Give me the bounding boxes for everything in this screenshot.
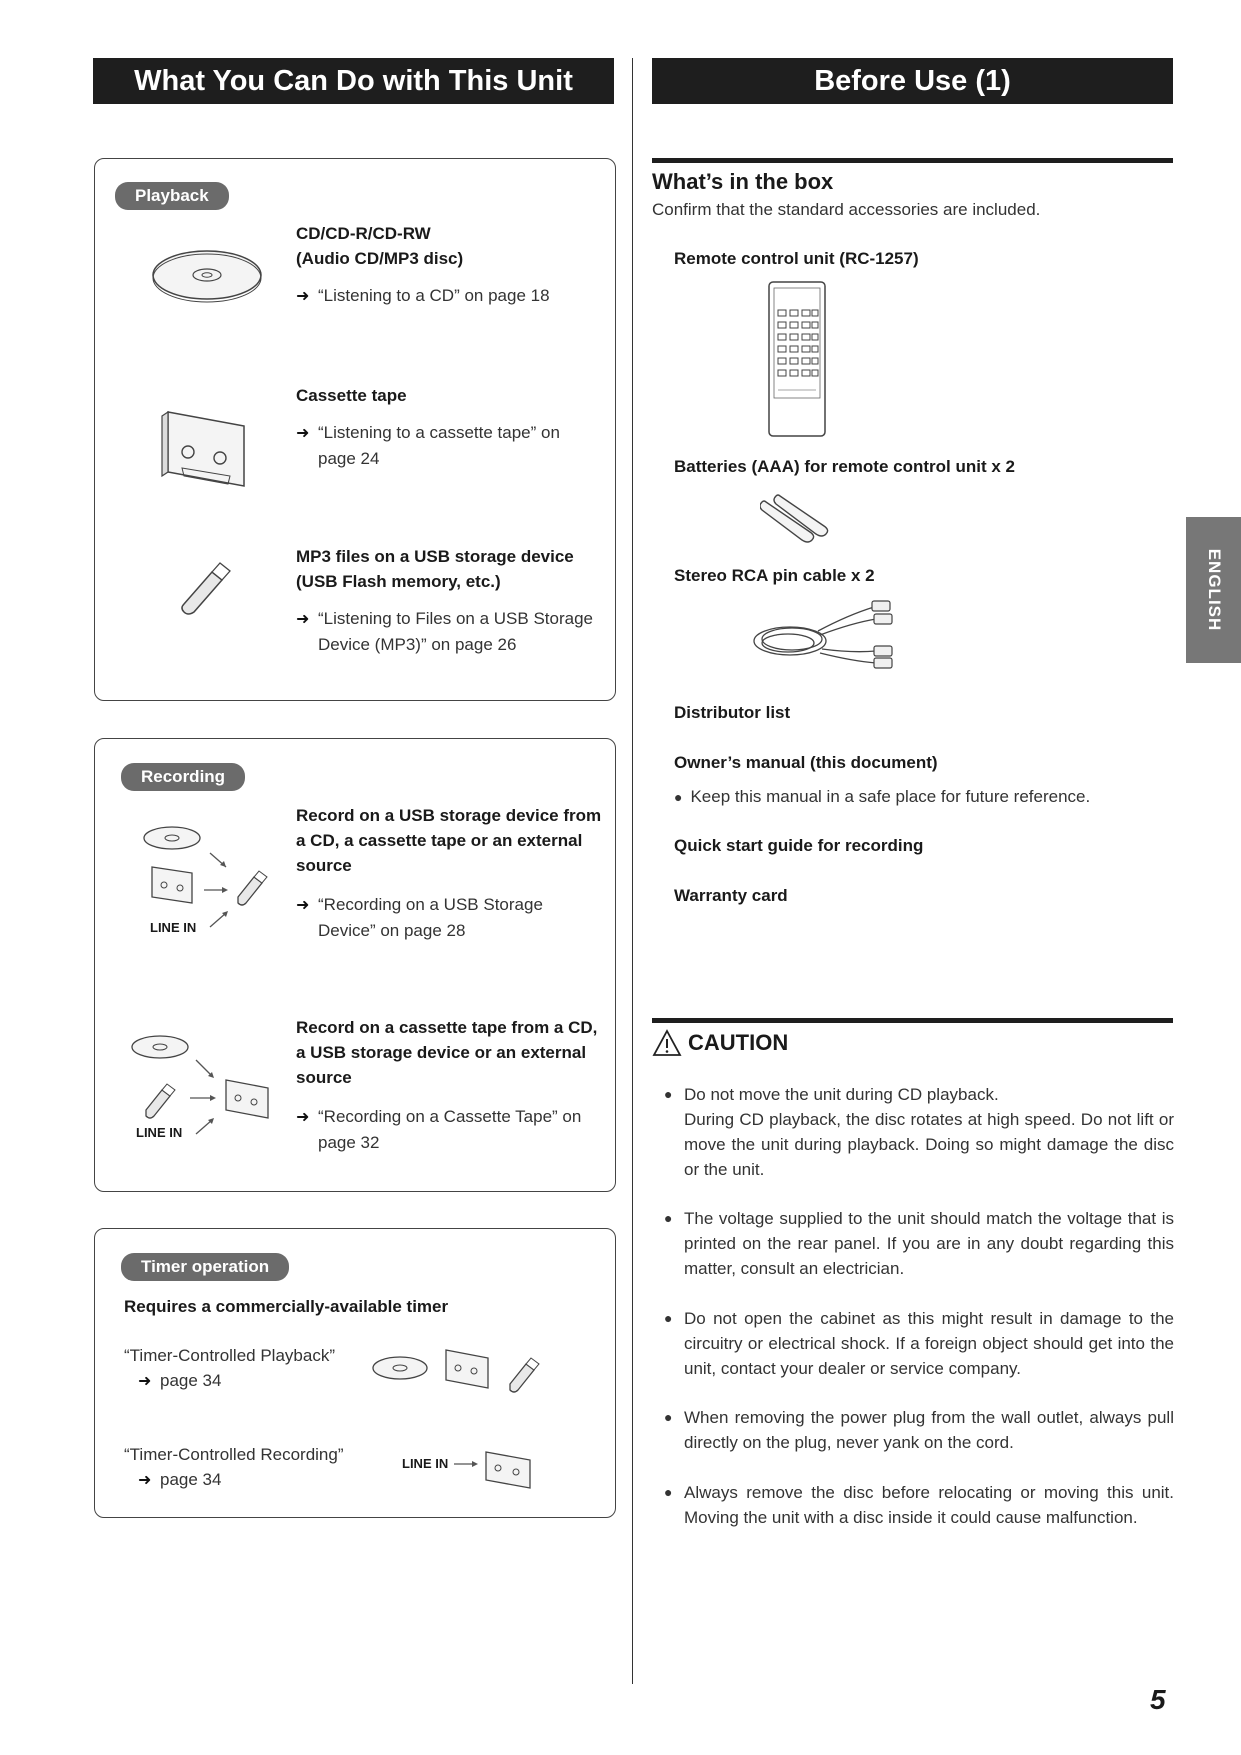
item-distributor-list: Distributor list xyxy=(674,703,791,722)
recording-item-cassette xyxy=(296,1015,616,1155)
usb-flash-drive-icon xyxy=(146,1084,175,1118)
right-header-text: Before Use (1) xyxy=(814,64,1011,97)
language-tab-label: ENGLISH xyxy=(1204,548,1224,632)
right-page-header xyxy=(652,58,1173,104)
arrow-right-icon: ➜ xyxy=(296,1109,310,1126)
bullet-dot-icon: ● xyxy=(664,1310,673,1326)
timer-requirement: Requires a commercially-available timer xyxy=(124,1297,449,1316)
timer-recording-label: “Timer-Controlled Recording” xyxy=(124,1445,344,1464)
whats-in-the-box-intro: Confirm that the standard accessories are included. xyxy=(652,200,1041,219)
usb-title-line2: (USB Flash memory, etc.) xyxy=(296,572,501,591)
manual-note xyxy=(674,784,1090,810)
cassette-page-ref-line1: “Listening to a cassette tape” on xyxy=(318,423,560,442)
bullet-dot-icon: ● xyxy=(664,1210,673,1226)
item-remote-control: Remote control unit (RC-1257) xyxy=(674,249,919,268)
aaa-batteries-icon xyxy=(760,492,832,544)
caution-bullet-3-text: Do not open the cabinet as this might result in damage to the circuitry or electrical shock. If a foreign object should get into the unit, contact your dealer or service company. xyxy=(684,1309,1174,1378)
cassette-tape-icon xyxy=(226,1080,268,1118)
rec-usb-page-ref-line2: Device” on page 28 xyxy=(318,921,466,940)
caution-bullet-1-text: Do not move the unit during CD playback. xyxy=(684,1085,999,1104)
usb-title-line1: MP3 files on a USB storage device xyxy=(296,547,574,566)
timer-playback-sources-diagram xyxy=(370,1346,550,1394)
bullet-dot-icon: ● xyxy=(664,1086,673,1102)
language-tab xyxy=(1186,517,1241,663)
caution-section xyxy=(652,1018,1173,1057)
timer-tag: Timer operation xyxy=(121,1253,289,1281)
caution-bullet-4 xyxy=(664,1405,1174,1455)
manual-note-text: Keep this manual in a safe place for future reference. xyxy=(690,787,1091,806)
cd-page-ref: “Listening to a CD” on page 18 xyxy=(318,286,550,305)
caution-title: CAUTION xyxy=(688,1030,789,1055)
rec-cassette-page-ref-line1: “Recording on a Cassette Tape” on xyxy=(318,1107,582,1126)
item-owners-manual: Owner’s manual (this document) xyxy=(674,753,938,772)
timer-recording-item xyxy=(124,1442,364,1493)
timer-playback-label: “Timer-Controlled Playback” xyxy=(124,1346,335,1365)
timer-recording-page: page 34 xyxy=(160,1470,222,1489)
caution-bullet-1-detail: During CD playback, the disc rotates at high speed. Do not lift or move the unit during playback. Doing so might damage the disc or the unit. xyxy=(684,1110,1174,1179)
caution-bullet-3 xyxy=(664,1306,1174,1381)
item-warranty-card: Warranty card xyxy=(674,886,788,905)
caution-bullet-5 xyxy=(664,1480,1174,1530)
playback-item-cassette xyxy=(296,383,606,471)
arrow-right-icon: ➜ xyxy=(138,1472,152,1489)
line-in-label: LINE IN xyxy=(150,920,197,935)
line-in-label: LINE IN xyxy=(136,1125,183,1140)
column-divider xyxy=(632,58,633,1684)
rec-cassette-title-line2: a USB storage device or an external xyxy=(296,1043,587,1062)
cassette-tape-icon xyxy=(158,408,250,490)
cd-title-line1: CD/CD-R/CD-RW xyxy=(296,224,431,243)
cassette-tape-icon xyxy=(152,867,192,903)
rec-usb-title-line3: source xyxy=(296,856,352,875)
usb-page-ref-line2: Device (MP3)” on page 26 xyxy=(318,635,517,654)
item-batteries: Batteries (AAA) for remote control unit x 2 xyxy=(674,457,1015,476)
left-page-header xyxy=(93,58,614,104)
remote-control-icon xyxy=(766,280,830,440)
rec-usb-title-line2: a CD, a cassette tape or an external xyxy=(296,831,583,850)
bullet-dot-icon: ● xyxy=(664,1484,673,1500)
recording-item-usb xyxy=(296,803,616,943)
arrow-right-icon: ➜ xyxy=(296,288,310,305)
warning-triangle-icon xyxy=(652,1029,682,1057)
recording-tag: Recording xyxy=(121,763,245,791)
usb-flash-drive-icon xyxy=(178,558,234,616)
cd-disc-icon xyxy=(132,1036,188,1058)
playback-item-cd xyxy=(296,221,606,309)
cd-disc-icon xyxy=(150,245,265,305)
caution-bullet-2-text: The voltage supplied to the unit should match the voltage that is printed on the rear panel. If you are in any doubt regarding this matter, consult an electrician. xyxy=(684,1209,1174,1278)
page-number: 5 xyxy=(1150,1684,1166,1715)
cassette-page-ref-line2: page 24 xyxy=(318,449,380,468)
bullet-dot-icon: ● xyxy=(674,789,683,805)
rec-cassette-title-line3: source xyxy=(296,1068,352,1087)
left-header-text: What You Can Do with This Unit xyxy=(134,64,573,97)
cassette-title: Cassette tape xyxy=(296,386,407,405)
rec-cassette-title-line1: Record on a cassette tape from a CD, xyxy=(296,1018,598,1037)
caution-bullet-4-text: When removing the power plug from the wall outlet, always pull directly on the plug, never yank on the cord. xyxy=(684,1408,1174,1452)
whats-in-the-box-section xyxy=(652,158,1173,222)
rec-cassette-page-ref-line2: page 32 xyxy=(318,1133,380,1152)
cd-title-line2: (Audio CD/MP3 disc) xyxy=(296,249,464,268)
usb-flash-drive-icon xyxy=(238,871,267,905)
caution-bullet-1 xyxy=(664,1082,1174,1182)
timer-playback-page: page 34 xyxy=(160,1371,222,1390)
cassette-tape-icon xyxy=(486,1452,530,1488)
caution-bullet-5-text: Always remove the disc before relocating or moving this unit. Moving the unit with a disc inside it could cause malfunction. xyxy=(684,1483,1174,1527)
rec-usb-page-ref-line1: “Recording on a USB Storage xyxy=(318,895,543,914)
bullet-dot-icon: ● xyxy=(664,1409,673,1425)
item-quick-start-guide: Quick start guide for recording xyxy=(674,836,924,855)
playback-tag: Playback xyxy=(115,182,229,210)
caution-bullet-2 xyxy=(664,1206,1174,1281)
arrow-right-icon: ➜ xyxy=(138,1373,152,1390)
rec-usb-title-line1: Record on a USB storage device from xyxy=(296,806,602,825)
cd-disc-icon xyxy=(144,827,200,849)
cassette-tape-icon xyxy=(446,1350,488,1388)
item-rca-cable: Stereo RCA pin cable x 2 xyxy=(674,566,875,585)
cd-disc-icon xyxy=(373,1357,427,1379)
arrow-right-icon: ➜ xyxy=(296,897,310,914)
usb-page-ref-line1: “Listening to Files on a USB Storage xyxy=(318,609,593,628)
timer-record-diagram xyxy=(452,1448,542,1490)
arrow-right-icon: ➜ xyxy=(296,425,310,442)
timer-playback-item xyxy=(124,1343,354,1394)
arrow-right-icon: ➜ xyxy=(296,611,310,628)
line-in-label: LINE IN xyxy=(402,1456,449,1471)
usb-flash-drive-icon xyxy=(510,1358,539,1392)
rca-cable-icon xyxy=(748,595,908,669)
playback-item-usb xyxy=(296,544,616,657)
whats-in-the-box-title: What’s in the box xyxy=(652,169,834,194)
